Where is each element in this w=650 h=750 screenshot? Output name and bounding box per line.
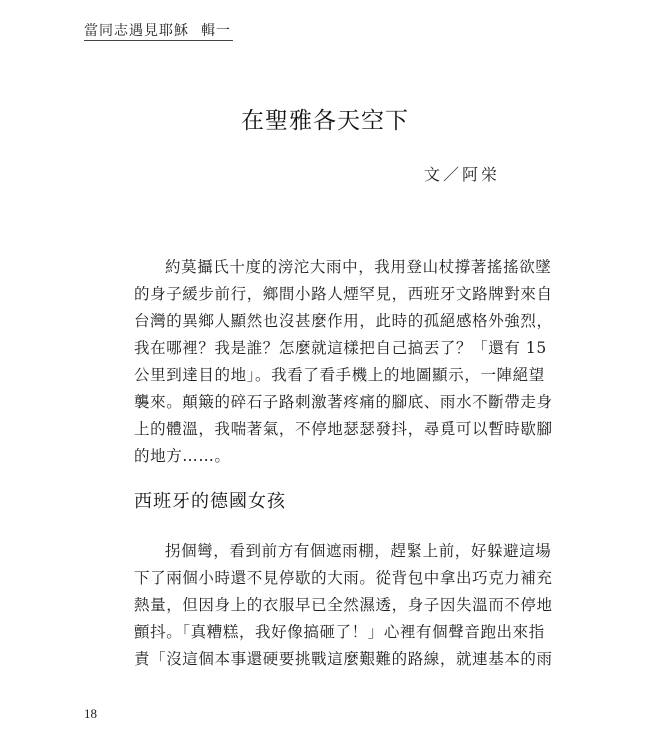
running-header [84,20,231,40]
section-heading: 西班牙的德國女孩 [134,491,286,512]
paragraph-line: 顫抖。「真糟糕，我好像搞砸了！」心裡有個聲音跑出來指 [134,623,545,641]
paragraph-line: 的地方……。 [134,447,231,465]
paragraph-line: 熱量，但因身上的衣服早已全然濕透，身子因失溫而不停地 [134,596,553,614]
paragraph-1 [134,254,553,470]
page-number: 18 [84,706,97,721]
byline: 文／阿栄 [423,165,500,184]
article-title: 在聖雅各天空下 [241,108,409,134]
paragraph-line: 的身子緩步前行，鄉間小路人煙罕見，西班牙文路牌對來自 [134,285,553,303]
running-header-part: 輯一 [201,23,231,39]
paragraph-line: 上的體溫，我喘著氣，不停地瑟瑟發抖，尋覓可以暫時歇腳 [134,420,553,438]
paragraph-2 [134,538,553,673]
paragraph-line: 公里到達目的地」。我看了看手機上的地圖顯示，一陣絕望 [134,366,545,384]
paragraph-line: 約莫攝氏十度的滂沱大雨中，我用登山杖撐著搖搖欲墜 [165,258,552,276]
paragraph-line: 責「沒這個本事還硬要挑戰這麼艱難的路線，就連基本的雨 [134,650,553,668]
paragraph-line: 拐個彎，看到前方有個遮雨棚，趕緊上前，好躲避這場 [165,542,552,560]
header-rule [84,40,233,41]
paragraph-line: 下了兩個小時還不見停歇的大雨。從背包中拿出巧克力補充 [134,569,553,587]
paragraph-line: 我在哪裡？我是誰？怎麼就這樣把自己搞丟了？「還有 15 [134,339,547,357]
running-header-book-title: 當同志遇見耶穌 [84,23,189,39]
paragraph-line: 襲來。顛簸的碎石子路刺激著疼痛的腳底、雨水不斷帶走身 [134,393,553,411]
paragraph-line: 台灣的異鄉人顯然也沒甚麼作用，此時的孤絕感格外強烈， [134,312,553,330]
